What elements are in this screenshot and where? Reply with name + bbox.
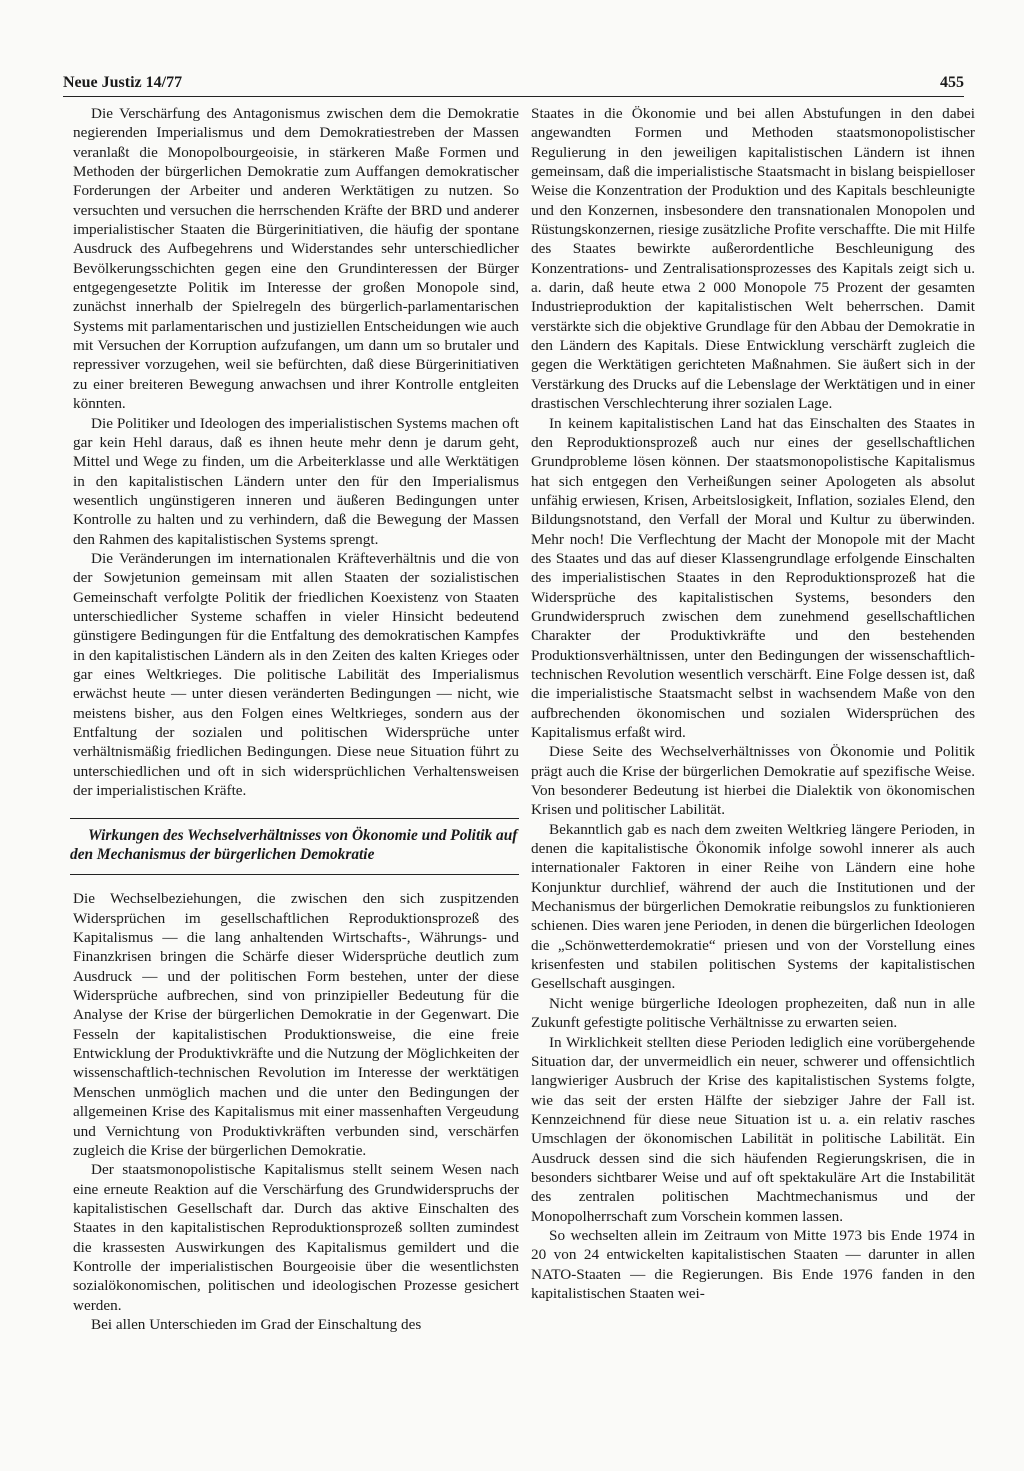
paragraph: Die Verschärfung des Antagonismus zwischen dem die Demokratie negierenden Imperialismus und dem Demokratiestreben der Massen veranlaßt die Monopolbourgeoisie, in stärkeren Maße Formen und Methoden der bürgerlichen Demokratie zum Auffangen demokratischer Forderungen der Arbeiter und anderen Werktätigen zu nutzen. So versuchten und versuchen die herrschenden Kräfte der BRD und anderer imperialistischer Staaten die Bürgerinitiativen, die häufig der spontane Ausdruck des Aufbegehrens und Widerstandes sehr unterschiedlicher Bevölkerungsschichten gegen eine den Grundinteressen der Bürger entgegengesetzte Politik im Interesse der großen Monopole sind, zunächst innerhalb der Spielregeln des bürgerlich-parlamentarischen Systems mit parlamentarischen und justiziellen Entscheidungen wie auch mit Versuchen der Korruption aufzufangen, um dann um so brutaler und repressiver vorzugehen, weil sie befürchten, daß diese Bürgerinitiativen zu einer breiteren Bewegung anwachsen und ihrer Kontrolle entgleiten könnten. bbox=[73, 105, 519, 413]
paragraph: Die Politiker und Ideologen des imperialistischen Systems machen oft gar kein Hehl daraus, daß es ihnen heute mehr denn je darum geht, Mittel und Wege zu finden, um die Arbeiterklasse und alle Werktätigen in den kapitalistischen Ländern unter den für den Imperialismus wesentlich ungünstigeren inneren und äußeren Bedingungen unter Kontrolle zu halten und zu verhindern, daß die Bewegung der Massen den Rahmen des kapitalistischen Systems sprengt. bbox=[73, 414, 519, 548]
paragraph: Die Veränderungen im internationalen Kräfteverhältnis und die von der Sowjetunion gemeinsam mit allen Staaten der sozialistischen Gemeinschaft verfolgte Politik der friedlichen Koexistenz von Staaten unterschiedlicher Systeme schaffen in vieler Hinsicht bedeutend günstigere Bedingungen für die Entfaltung des demokratischen Kampfes in den kapitalistischen Ländern als in den Zeiten des kalten Krieges oder gar eines Weltkrieges. Die politische Labilität des Imperialismus erwächst heute — unter diesen veränderten Bedingungen — nicht, wie meistens bisher, aus den Folgen eines Weltkrieges, sondern aus der Entfaltung der sozialen und politischen Widersprüche unter verhältnismäßig friedlichen Bedingungen. Diese neue Situation führt zu unterschiedlichen und oft in sich widersprüchlichen Verhaltensweisen der imperialistischen Kräfte. bbox=[73, 549, 519, 800]
journal-title: Neue Justiz 14/77 bbox=[63, 74, 183, 91]
paragraph: Diese Seite des Wechselverhältnisses von Ökonomie und Politik prägt auch die Krise der bürgerlichen Demokratie auf spezifische Weise. Von besonderer Bedeutung ist hierbei die Dialektik von ökonomischen Krisen und politischer Labilität. bbox=[531, 743, 975, 819]
paragraph: Staates in die Ökonomie und bei allen Abstufungen in den dabei angewandten Formen und Methoden staatsmonopolistischer Regulierung in den jeweiligen kapitalistischen Ländern ist ihnen gemeinsam, daß die imperialistische Staatsmacht in bislang beispielloser Weise die Konzentration der Produktion und des Kapitals beschleunigte und den Konzernen, insbesondere den transnationalen Monopolen und Rüstungskonzernen, riesige zusätzliche Profite verschaffte. Die mit Hilfe des Staates bewirkte außerordentliche Beschleunigung des Konzentrations- und Zentralisationsprozesses des Kapitals zeigt sich u. a. darin, daß heute etwa 2 000 Monopole 75 Prozent der gesamten Industrieproduktion der kapitalistischen Welt beherrschen. Damit verstärkte sich die objektive Grundlage für den Abbau der Demokratie in den Ländern des Kapitals. Diese Entwicklung verschärft zugleich die gegen die Werktätigen gerichteten Maßnahmen. Sie äußert sich in der Verstärkung des Drucks auf die Lebenslage der Werktätigen und in einer drastischen Verschlechterung ihrer sozialen Lage. bbox=[531, 105, 975, 413]
paragraph: So wechselten allein im Zeitraum von Mitte 1973 bis Ende 1974 in 20 von 24 entwickelten kapitalistischen Staaten — darunter in allen NATO-Staaten — die Regierungen. Bis Ende 1976 fanden in den kapitalistischen Staaten wei- bbox=[531, 1226, 975, 1302]
paragraph: Der staatsmonopolistische Kapitalismus stellt seinem Wesen nach eine erneute Reaktion auf die Verschärfung des Grundwiderspruchs der kapitalistischen Gesellschaft dar. Durch das aktive Einschalten des Staates in den kapitalistischen Reproduktionsprozeß sollten zumindest die krassesten Auswirkungen des Kapitalismus gemildert und die Kontrolle der imperialistischen Bourgeoisie über die wesentlichsten sozialökonomischen, politischen und ideologischen Prozesse gesichert werden. bbox=[73, 1161, 519, 1314]
paragraph: Bekanntlich gab es nach dem zweiten Weltkrieg längere Perioden, in denen die kapitalistische Ökonomik infolge sowohl innerer als auch internationaler Faktoren in einer Reihe von Ländern eine hohe Konjunktur durchlief, während der auch die Institutionen und der Mechanismus der bürgerlichen Demokratie reibungslos zu funktionieren schienen. Dies waren jene Perioden, in denen die bürgerlichen Ideologen die „Schönwetterdemokratie“ priesen und von der Vorstellung eines krisenfesten und stabilen politischen Systems der kapitalistischen Gesellschaft ausgingen. bbox=[531, 820, 975, 993]
paragraph: Die Wechselbeziehungen, die zwischen den sich zuspitzenden Widersprüchen im gesellschaftlichen Reproduktionsprozeß des Kapitalismus — die lang anhaltenden Wirtschafts-, Währungs- und Finanzkrisen bringen die Schärfe dieser Widersprüche deutlich zum Ausdruck — und der politischen Form bestehen, unter der diese Widersprüche aufbrechen, sind von prinzipieller Bedeutung für die Analyse der Krise der bürgerlichen Demokratie in der Gegenwart. Die Fesseln der kapitalistischen Produktionsweise, die eine freie Entwicklung der Produktivkräfte und die Nutzung der Möglichkeiten der wissenschaftlich-technischen Revolution im Interesse der werktätigen Menschen unmöglich machen und die unter den Bedingungen der allgemeinen Krise des Kapitalismus mit einer massenhaften Vergeudung und Vernichtung von Produktivkräften verbunden sind, verschärfen zugleich die Krise der bürgerlichen Demokratie. bbox=[73, 890, 519, 1159]
section-heading-box bbox=[70, 818, 519, 875]
paragraph: Nicht wenige bürgerliche Ideologen prophezeiten, daß nun in alle Zukunft gefestigte politische Verhältnisse zu erwarten seien. bbox=[531, 994, 975, 1032]
section-heading: Wirkungen des Wechselverhältnisses von Ökonomie und Politik auf den Mechanismus der bürgerlichen Demokratie bbox=[70, 827, 518, 864]
left-column bbox=[70, 104, 519, 1334]
paragraph: In keinem kapitalistischen Land hat das Einschalten des Staates in den Reproduktionsprozeß auch nur eines der gesellschaftlichen Grundprobleme lösen können. Der staatsmonopolistische Kapitalismus hat sich entgegen den Verheißungen seiner Apologeten als absolut unfähig erwiesen, Krisen, Arbeitslosigkeit, Inflation, soziales Elend, den Bildungsnotstand, den Verfall der Moral und Kultur zu überwinden. Mehr noch! Die Verflechtung der Macht der Monopole mit der Macht des Staates und das auf dieser Klassengrundlage erfolgende Einschalten des imperialistischen Staates in den Reproduktionsprozeß hat die Widersprüche des kapitalistischen Systems, besonders den Grundwiderspruch zwischen dem zunehmend gesellschaftlichen Charakter der Produktivkräfte und den bestehenden Produktionsverhältnissen, unter den Bedingungen der wissenschaftlich-technischen Revolution wesentlich verschärft. Eine Folge dessen ist, daß die imperialistische Staatsmacht selbst in wachsendem Maße von den aufbrechenden ökonomischen und sozialen Widersprüchen des Kapitalismus erfaßt wird. bbox=[531, 414, 975, 741]
right-column bbox=[531, 104, 975, 1303]
paragraph: In Wirklichkeit stellten diese Perioden lediglich eine vorübergehende Situation dar, der unvermeidlich ein neuer, schwerer und offensichtlich langwieriger Ausbruch der Krise des kapitalistischen Systems folgte, wie das seit der ersten Hälfte der siebziger Jahre der Fall ist. Kennzeichnend für diese neue Situation ist u. a. ein relativ rasches Umschlagen der ökonomischen Labilität in politische Labilität. Ein Ausdruck dessen sind die sich häufenden Regierungskrisen, die in besonders sichtbarer Weise und auf oft spektakuläre Art die Instabilität des zentralen politischen Machtmechanismus und der Monopolherrschaft zum Vorschein kommen lassen. bbox=[531, 1033, 975, 1225]
paragraph: Bei allen Unterschieden im Grad der Einschaltung des bbox=[91, 1315, 422, 1333]
page-header bbox=[63, 74, 964, 92]
header-rule bbox=[63, 96, 964, 97]
page-number: 455 bbox=[940, 74, 964, 91]
